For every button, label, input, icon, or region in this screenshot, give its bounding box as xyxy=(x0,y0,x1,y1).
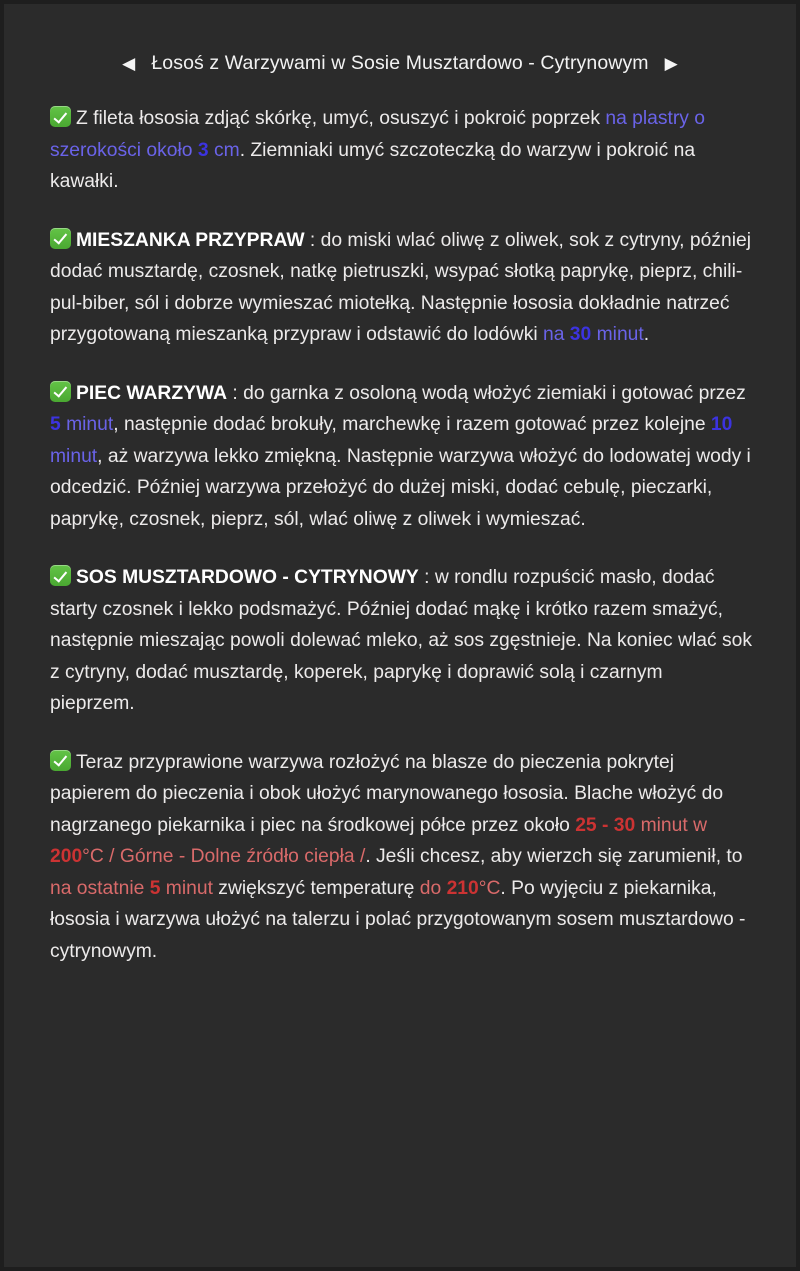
step-text-segment: . Po wyjęciu z piekarnika, łososia i warzywa ułożyć na talerzu i polać przygotowanym sosem musztardowo - cytrynowym. xyxy=(50,877,746,962)
recipe-step xyxy=(50,378,752,536)
step-text-segment: cm xyxy=(208,139,240,161)
green-check-icon xyxy=(50,106,71,127)
step-text-segment: 3 xyxy=(197,139,209,161)
step-text-segment: minut xyxy=(50,445,98,467)
page-title: Łosoś z Warzywami w Sosie Musztardowo - Cytrynowym xyxy=(151,52,649,74)
recipe-step xyxy=(50,225,752,351)
step-heading: MIESZANKA PRZYPRAW xyxy=(76,229,305,251)
step-text-segment: , następnie dodać brokuły, marchewkę i razem gotować przez kolejne xyxy=(113,414,711,435)
next-recipe-arrow-icon[interactable]: ▶ xyxy=(664,54,678,73)
recipe-step xyxy=(50,103,752,198)
step-text-segment: na xyxy=(542,324,570,345)
step-text-segment: 5 xyxy=(50,414,61,435)
recipe-header xyxy=(4,4,796,81)
recipe-step xyxy=(50,562,752,720)
green-check-icon xyxy=(50,565,71,586)
step-text-segment: Teraz przyprawione warzywa rozłożyć na blasze do pieczenia pokrytej papierem do pieczenia i obok ułożyć marynowanego łososia. Blache włożyć do nagrzanego piekarnika i piec na środkowej półce przez około xyxy=(50,751,724,836)
step-text-segment: 200 xyxy=(50,846,83,867)
step-text-segment: minut w xyxy=(635,814,708,836)
step-text-segment: : do garnka z osoloną wodą włożyć ziemiaki i gotować przez xyxy=(227,382,746,404)
step-text-segment: do xyxy=(419,877,447,899)
step-text-segment: na ostatnie xyxy=(50,877,150,899)
green-check-icon xyxy=(50,381,71,402)
step-heading: SOS MUSZTARDOWO - CYTRYNOWY xyxy=(76,567,419,588)
step-text-segment: 5 xyxy=(149,877,161,899)
step-text-segment: . Jeśli chcesz, aby wierzch się zarumienił, to xyxy=(365,846,743,867)
step-text-segment: minut xyxy=(160,877,213,899)
recipe-steps-list xyxy=(4,81,796,967)
step-text-segment: °C xyxy=(478,877,501,899)
recipe-step xyxy=(50,747,752,968)
step-text-segment: minut xyxy=(591,324,644,345)
green-check-icon xyxy=(50,228,71,249)
step-text-segment: na plastry o szerokości około xyxy=(50,108,706,161)
step-text-segment: . xyxy=(643,324,650,345)
step-text-segment: minut xyxy=(60,414,114,435)
step-text-segment: 25 - 30 xyxy=(575,814,636,836)
previous-recipe-arrow-icon[interactable]: ◀ xyxy=(122,54,136,73)
step-text-segment: : w rondlu rozpuścić masło, dodać starty czosnek i lekko podsmażyć. Później dodać mąkę i krótko razem smażyć, następnie mieszając powoli dolewać mleko, aż sos zgęstnieje. Na koniec wlać sok z cytryny, dodać musztardę, koperek, paprykę i doprawić solą i czarnym pieprzem. xyxy=(50,567,752,714)
step-text-segment: Z fileta łososia zdjąć skórkę, umyć, osuszyć i pokroić poprzek xyxy=(76,108,606,129)
green-check-icon xyxy=(50,750,71,771)
step-text-segment: 210 xyxy=(446,877,479,899)
step-text-segment: . Ziemniaki umyć szczoteczką do warzyw i pokroić na kawałki. xyxy=(50,139,696,192)
step-text-segment: , aż warzywa lekko zmiękną. Następnie warzywa włożyć do lodowatej wody i odcedzić. Później warzywa przełożyć do dużej miski, dodać cebulę, pieczarki, paprykę, czosnek, pieprz, sól, wlać oliwę z oliwek i wymieszać. xyxy=(50,445,751,530)
step-text-segment: 30 xyxy=(569,324,592,345)
step-text-segment: °C / Górne - Dolne źródło ciepła / xyxy=(82,846,366,867)
step-heading: PIEC WARZYWA xyxy=(76,382,228,404)
step-text-segment: : do miski wlać oliwę z oliwek, sok z cytryny, później dodać musztardę, czosnek, natkę pietruszki, wsypać słotką paprykę, pieprz, chili-pul-biber, sól i dobrze wymieszać miotełką. Następnie łososia dokładnie natrzeć przygotowaną mieszanką przypraw i odstawić do lodówki xyxy=(50,229,751,345)
step-text-segment: 10 xyxy=(710,414,733,435)
step-text-segment: zwiększyć temperaturę xyxy=(212,877,420,899)
